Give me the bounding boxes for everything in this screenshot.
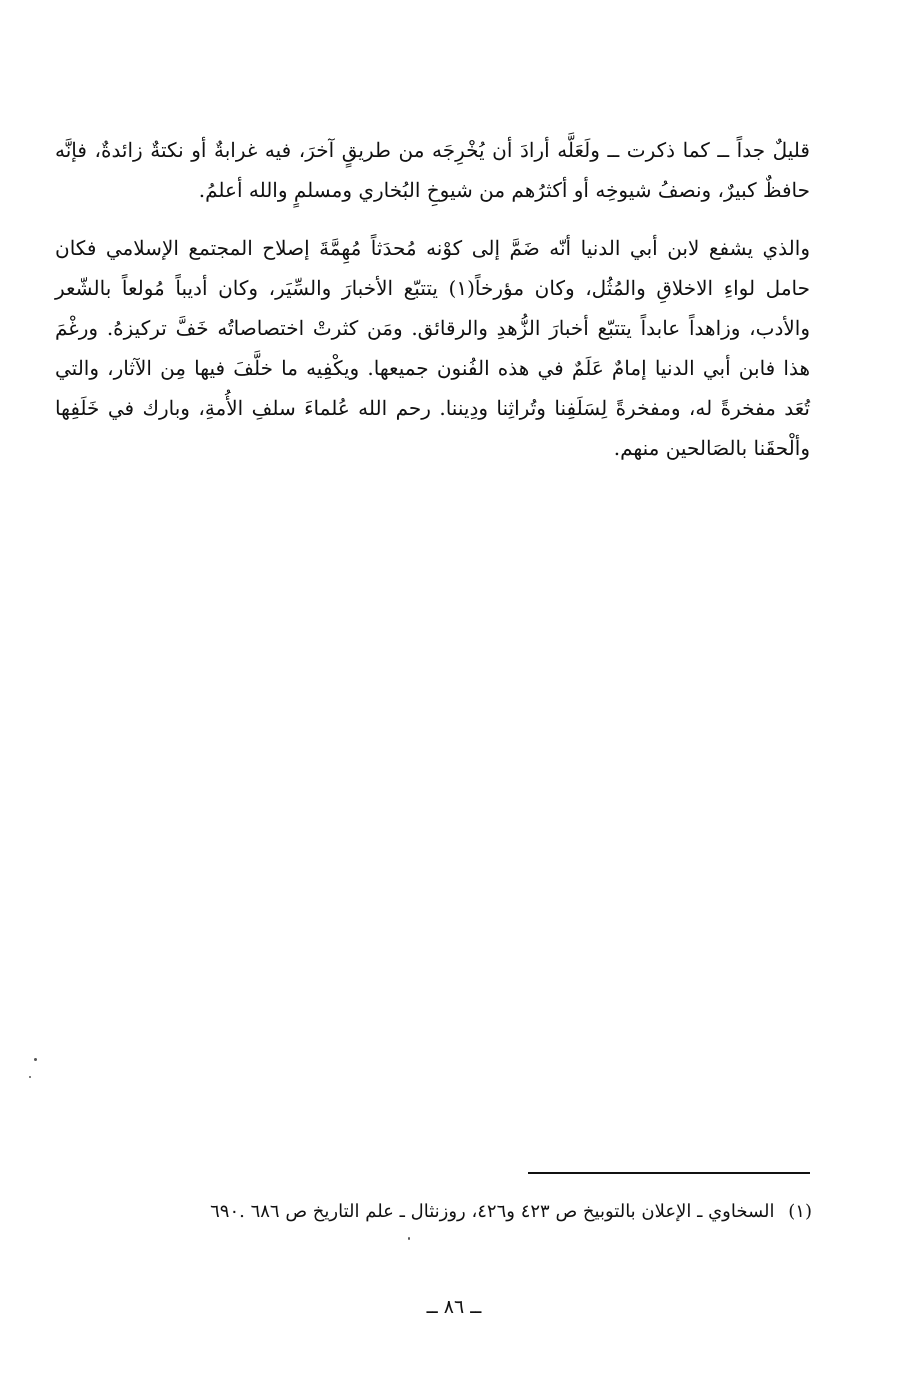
page-number: ــ ٨٦ ــ [426, 1296, 482, 1318]
scan-speck [408, 1237, 410, 1240]
scan-speck [29, 1076, 31, 1078]
footnote-number: (١) [788, 1201, 812, 1222]
paragraph-1: قليلٌ جداً ــ كما ذكرت ــ ولَعَلَّه أرادَ أن يُخْرِجَه من طريقٍ آخرَ، فيه غرابةٌ أو نكتةٌ زائدةٌ، فإنَّه حافظٌ كبيرٌ، ونصفُ شيوخِه أو أكثرُهم من شيوخِ البُخاري ومسلمٍ والله أعلمُ. [55, 138, 810, 202]
footnote-text: السخاوي ـ الإعلان بالتوبيخ ص ٤٢٣ و٤٢٦، روزنثال ـ علم التاريخ ص ٦٨٦ .٦٩٠ [210, 1201, 775, 1222]
scan-speck [34, 1058, 37, 1061]
footnote [100, 1195, 812, 1229]
paragraph-2: والذي يشفع لابن أبي الدنيا أنّه ضَمَّ إلى كوْنه مُحدَثاً مُهِمَّةَ إصلاح المجتمع الإسلامي فكان حامل لواءِ الاخلاقِ والمُثُل، وكان مؤرخاً(١) يتتبّع الأخبارَ والسِّيَر، وكان أديباً مُولعاً بالشّعر والأدب، وزاهداً عابداً يتتبّع أخبارَ الزُّهدِ والرقائق. ومَن كثرتْ اختصاصاتُه خَفَّ تركيزهُ. ورغْمَ هذا فابن أبي الدنيا إمامٌ عَلَمٌ في هذه الفُنون جميعها. ويكْفِيه ما خلَّفَ فيها مِن الآثار، والتي تُعَد مفخرةً له، ومفخرةً لِسَلَفِنا وتُراثِنا ودِيننا. رحم الله عُلماءَ سلفِ الأُمةِ، وبارك في خَلَفِها وألْحقَنا بالصَالحين منهم. [55, 236, 810, 460]
body-text [55, 130, 810, 468]
footnote-divider [528, 1172, 810, 1174]
